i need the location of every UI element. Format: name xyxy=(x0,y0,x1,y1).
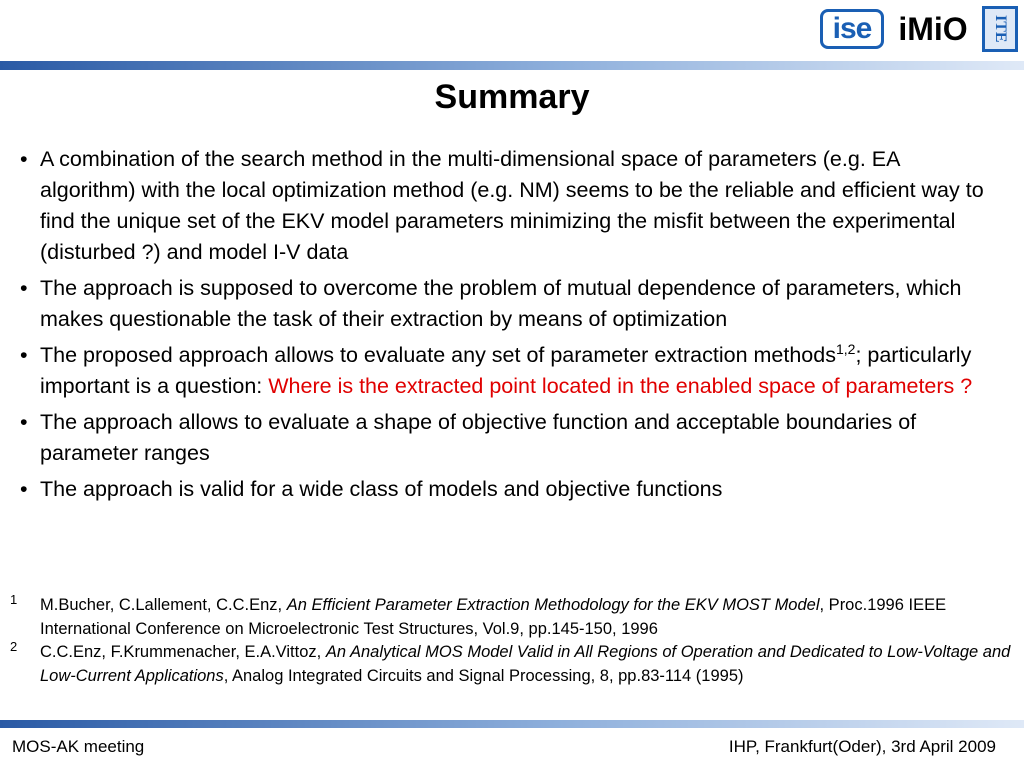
ise-logo: ise xyxy=(820,9,884,49)
bullet-icon: • xyxy=(20,276,28,300)
reference-details: , Proc.1996 IEEE International Conference on Microelectronic Test Structures, Vol.9, pp.145-150, 1996 xyxy=(40,596,947,638)
highlighted-question: Where is the extracted point located in the enabled space of parameters ? xyxy=(268,374,973,398)
header-band xyxy=(0,61,1024,70)
bullet-icon: • xyxy=(20,477,28,501)
reference-item xyxy=(10,641,1014,688)
reference-number: 1 xyxy=(10,592,18,607)
bullet-icon: • xyxy=(20,147,28,171)
bullet-icon: • xyxy=(20,410,28,434)
footer-band xyxy=(0,720,1024,728)
reference-details: , Analog Integrated Circuits and Signal Processing, 8, pp.83-114 (1995) xyxy=(223,666,744,685)
slide-title: Summary xyxy=(434,78,590,116)
reference-superscript: 1,2 xyxy=(835,340,856,357)
bullet-item xyxy=(20,474,1000,505)
footer-event: MOS-AK meeting xyxy=(12,737,145,756)
reference-number: 2 xyxy=(10,639,18,654)
bullet-icon: • xyxy=(20,343,28,367)
imio-logo: iMiO xyxy=(898,10,968,47)
ite-logo: ITE xyxy=(982,6,1018,52)
references xyxy=(10,594,1014,688)
bullet-text: ; particularly important is a question: xyxy=(40,343,972,398)
bullet-text: The approach is valid for a wide class of models and objective functions xyxy=(40,477,723,501)
reference-authors: M.Bucher, C.Lallement, C.C.Enz, xyxy=(40,596,287,614)
bullet-text: The approach is supposed to overcome the problem of mutual dependence of parameters, which makes questionable the task of their extraction by means of optimization xyxy=(40,276,962,331)
bullet-item xyxy=(20,144,1000,268)
bullet-list xyxy=(20,144,1000,510)
bullet-item xyxy=(20,340,1000,402)
reference-title: An Analytical MOS Model Valid in All Regions of Operation and Dedicated to Low-Voltage and Low-Current Applications xyxy=(40,643,1011,685)
bullet-text: The approach allows to evaluate a shape of objective function and acceptable boundaries of parameter ranges xyxy=(40,410,917,465)
footer-venue-date: IHP, Frankfurt(Oder), 3rd April 2009 xyxy=(728,737,996,756)
logo-group xyxy=(820,6,1018,52)
bullet-text: A combination of the search method in the multi-dimensional space of parameters (e.g. EA algorithm) with the local optimization method (e.g. NM) seems to be the reliable and efficient way to find the unique set of the EKV model parameters minimizing the misfit between the experimental (disturbed ?) and model I-V data xyxy=(40,147,984,264)
reference-title: An Efficient Parameter Extraction Methodology for the EKV MOST Model xyxy=(286,596,820,614)
reference-item xyxy=(10,594,1014,641)
reference-authors: C.C.Enz, F.Krummenacher, E.A.Vittoz, xyxy=(40,643,326,661)
bullet-item xyxy=(20,273,1000,335)
bullet-item xyxy=(20,407,1000,469)
bullet-text: The proposed approach allows to evaluate any set of parameter extraction methods xyxy=(40,343,836,367)
